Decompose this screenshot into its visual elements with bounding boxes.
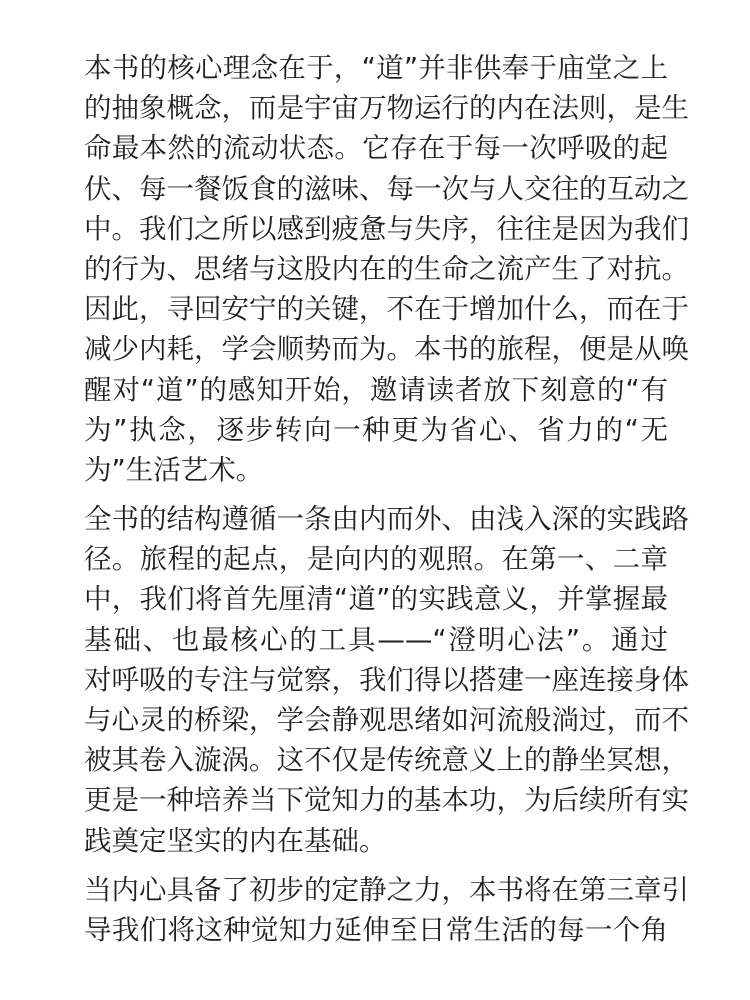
text-line: 对呼吸的专注与觉察，我们得以搭建一座连接身体 (84, 663, 689, 696)
text-line: 命最本然的流动状态。它存在于每一次呼吸的起 (84, 132, 668, 165)
text-line: 减少内耗，学会顺势而为。本书的旅程，便是从唤 (84, 333, 689, 366)
text-line: 中，我们将首先厘清“道”的实践意义，并掌握最 (84, 583, 668, 616)
paragraph-1 (84, 48, 689, 490)
text-line: 全书的结构遵循一条由内而外、由浅入深的实践路 (84, 503, 689, 536)
document-page (84, 48, 689, 959)
paragraph-3 (84, 870, 689, 950)
text-line: 为”执念，逐步转向一种更为省心、省力的“无 (84, 413, 668, 446)
text-line: 被其卷入漩涡。这不仅是传统意义上的静坐冥想， (84, 744, 689, 777)
text-line: 的抽象概念，而是宇宙万物运行的内在法则，是生 (84, 92, 689, 125)
text-line: 中。我们之所以感到疲惫与失序，往往是因为我们 (84, 212, 689, 245)
text-line: 本书的核心理念在于，“道”并非供奉于庙堂之上 (84, 52, 668, 84)
text-line: 基础、也最核心的工具——“澄明心法”。通过 (84, 623, 668, 656)
text-line: 与心灵的桥梁，学会静观思绪如河流般淌过，而不 (84, 704, 689, 736)
text-line: 践奠定坚实的内在基础。 (84, 824, 387, 857)
text-line: 醒对“道”的感知开始，邀请读者放下刻意的“有 (84, 373, 668, 406)
text-line: 径。旅程的起点，是向内的观照。在第一、二章 (84, 543, 668, 576)
text-line: 的行为、思绪与这股内在的生命之流产生了对抗。 (84, 252, 689, 285)
text-line: 因此，寻回安宁的关键，不在于增加什么，而在于 (84, 293, 689, 326)
text-line: 为”生活艺术。 (84, 453, 264, 486)
paragraph-2 (84, 499, 689, 861)
text-line: 更是一种培养当下觉知力的基本功，为后续所有实 (84, 784, 689, 817)
text-line: 伏、每一餐饭食的滋味、每一次与人交往的互动之 (84, 172, 689, 205)
text-line: 当内心具备了初步的定静之力，本书将在第三章引 (84, 873, 689, 906)
text-line: 导我们将这种觉知力延伸至日常生活的每一个角 (84, 913, 668, 946)
